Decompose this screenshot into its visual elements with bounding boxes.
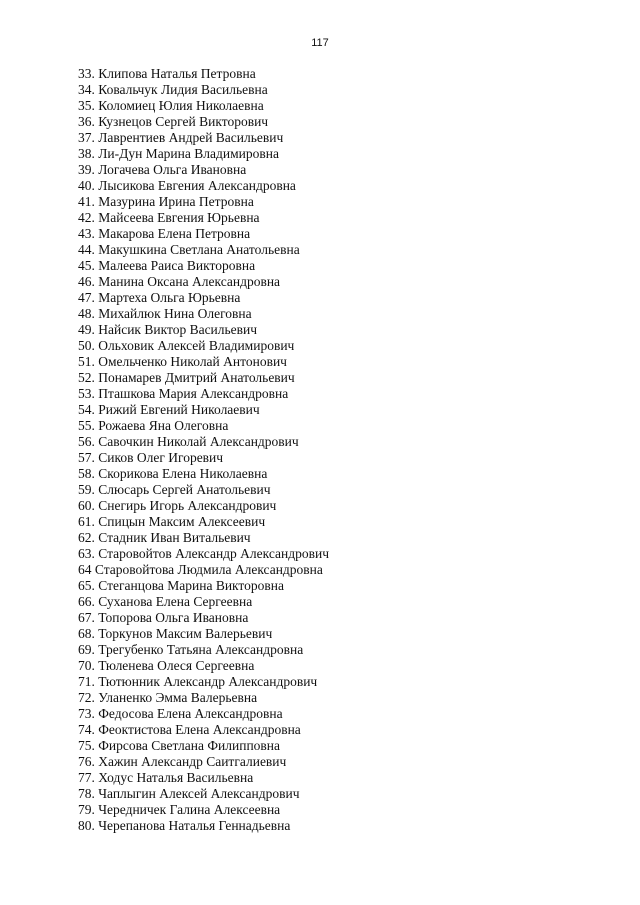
list-item: 68. Торкунов Максим Валерьевич (78, 626, 273, 641)
list-item: 39. Логачева Ольга Ивановна (78, 162, 247, 177)
list-item: 48. Михайлюк Нина Олеговна (78, 306, 252, 321)
list-item: 76. Хажин Александр Саитгалиевич (78, 754, 287, 769)
list-item: 41. Мазурина Ирина Петровна (78, 194, 254, 209)
list-item: 49. Найсик Виктор Васильевич (78, 322, 258, 337)
list-item: 55. Рожаева Яна Олеговна (78, 418, 229, 433)
list-item: 66. Суханова Елена Сергеевна (78, 594, 253, 609)
list-item: 73. Федосова Елена Александровна (78, 706, 283, 721)
list-item: 35. Коломиец Юлия Николаевна (78, 98, 264, 113)
list-item: 69. Трегубенко Татьяна Александровна (78, 642, 304, 657)
list-item: 37. Лаврентиев Андрей Васильевич (78, 130, 284, 145)
list-item: 47. Мартеха Ольга Юрьевна (78, 290, 241, 305)
list-item: 40. Лысикова Евгения Александровна (78, 178, 296, 193)
list-item: 53. Пташкова Мария Александровна (78, 386, 289, 401)
list-item: 60. Снегирь Игорь Александрович (78, 498, 277, 513)
list-item: 44. Макушкина Светлана Анатольевна (78, 242, 300, 257)
list-item: 43. Макарова Елена Петровна (78, 226, 251, 241)
list-item: 61. Спицын Максим Алексеевич (78, 514, 266, 529)
page-number: 117 (311, 37, 329, 49)
list-item: 59. Слюсарь Сергей Анатольевич (78, 482, 271, 497)
list-item: 42. Майсеева Евгения Юрьевна (78, 210, 260, 225)
list-item: 67. Топорова Ольга Ивановна (78, 610, 249, 625)
list-item: 77. Ходус Наталья Васильевна (78, 770, 254, 785)
list-item: 58. Скорикова Елена Николаевна (78, 466, 268, 481)
list-item: 54. Рижий Евгений Николаевич (78, 402, 260, 417)
list-item: 74. Феоктистова Елена Александровна (78, 722, 301, 737)
list-item: 62. Стадник Иван Витальевич (78, 530, 251, 545)
list-item: 52. Понамарев Дмитрий Анатольевич (78, 370, 295, 385)
list-item: 45. Малеева Раиса Викторовна (78, 258, 256, 273)
list-item: 63. Старовойтов Александр Александрович (78, 546, 330, 561)
list-item: 70. Тюленева Олеся Сергеевна (78, 658, 255, 673)
list-item: 34. Ковальчук Лидия Васильевна (78, 82, 268, 97)
list-item: 38. Ли-Дун Марина Владимировна (78, 146, 279, 161)
list-item: 51. Омельченко Николай Антонович (78, 354, 287, 369)
list-item: 65. Стеганцова Марина Викторовна (78, 578, 284, 593)
list-item: 75. Фирсова Светлана Филипповна (78, 738, 281, 753)
list-item: 78. Чаплыгин Алексей Александрович (78, 786, 300, 801)
list-item: 46. Манина Оксана Александровна (78, 274, 281, 289)
list-item: 80. Черепанова Наталья Геннадьевна (78, 818, 291, 833)
list-item: 57. Сиков Олег Игоревич (78, 450, 224, 465)
list-item: 36. Кузнецов Сергей Викторович (78, 114, 269, 129)
list-item: 79. Чередничек Галина Алексеевна (78, 802, 281, 817)
name-list (78, 66, 329, 834)
list-item: 56. Савочкин Николай Александрович (78, 434, 299, 449)
list-item: 71. Тютюнник Александр Александрович (78, 674, 318, 689)
list-item: 72. Уланенко Эмма Валерьевна (78, 690, 258, 705)
list-item: 50. Ольховик Алексей Владимирович (78, 338, 295, 353)
list-item: 64 Старовойтова Людмила Александровна (78, 562, 323, 577)
list-item: 33. Клипова Наталья Петровна (78, 66, 256, 81)
